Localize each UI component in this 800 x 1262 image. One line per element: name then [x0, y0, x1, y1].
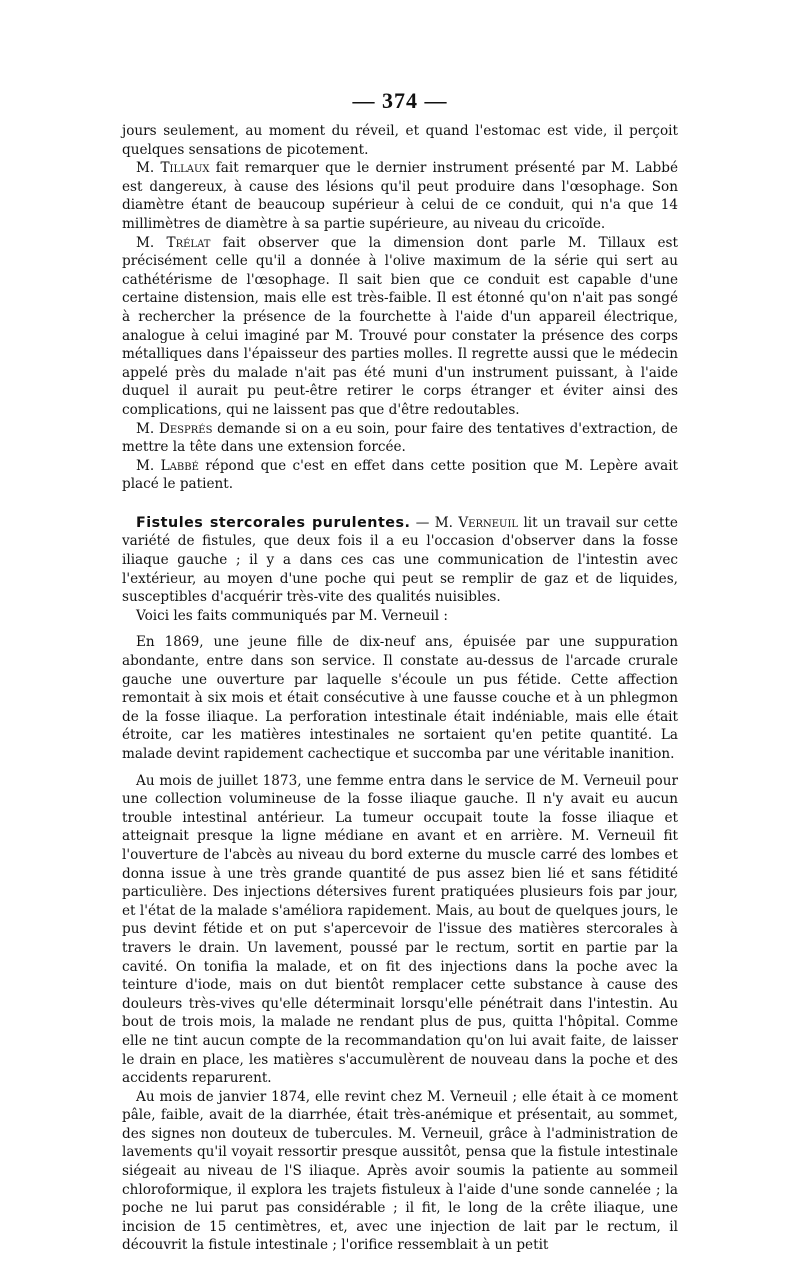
- paragraph: [122, 234, 678, 420]
- document-page: [122, 88, 678, 1255]
- paragraph: [122, 457, 678, 494]
- paragraph: [122, 607, 678, 626]
- section-spacer: [122, 494, 678, 514]
- heading-dash: —: [410, 514, 435, 531]
- paragraph: [122, 420, 678, 457]
- page-number: — 374 —: [352, 88, 448, 113]
- paragraph-text: fait observer que la dimension dont parle M. Tillaux est précisément celle qu'il a donnée à l'olive maximum de la série qui sert au cathétérisme de l'œsophage. Il sait bien que ce conduit est capable d'une certaine distension, mais elle est très-faible. Il est étonné qu'on n'ait pas songé à rechercher la présence de la fourchette à l'aide d'un appareil électrique, analogue à celui imaginé par M. Trouvé pour constater la présence des corps métalliques dans l'épaisseur des parties molles. Il regrette aussi que le médecin appelé près du malade n'ait pas été muni d'un instrument puissant, à l'aide duquel il aurait pu peut-être retirer le corps étranger et éviter ainsi des complications, qui ne laissent pas que d'être redoutables.: [122, 234, 678, 418]
- speaker-name: M. Tillaux: [136, 160, 210, 177]
- paragraph-text: répond que c'est en effet dans cette position que M. Lepère avait placé le patient.: [122, 457, 678, 493]
- paragraph-text: Voici les faits communiqués par M. Verneuil :: [136, 607, 448, 624]
- paragraph-text: Au mois de juillet 1873, une femme entra dans le service de M. Verneuil pour une collection volumineuse de la fosse iliaque gauche. Il n'y avait eu aucun trouble intestinal antérieur. La tumeur occupait toute la fosse iliaque et atteignait presque la ligne médiane en avant et en arrière. M. Verneuil fit l'ouverture de l'abcès au niveau du bord externe du muscle carré des lombes et donna issue à une très grande quantité de pus assez bien lié et sans fétidité particulière. Des injections détersives furent pratiquées plusieurs fois par jour, et l'état de la malade s'améliora rapidement. Mais, au bout de quelques jours, le pus devint fétide et on put s'apercevoir de l'issue des matières stercorales à travers le drain. Un lavement, poussé par le rectum, sortit en partie par la cavité. On tonifia la malade, et on fit des injections dans la poche avec la teinture d'iode, mais on dut bientôt remplacer cette substance à cause des douleurs très-vives qu'elle déterminait lorsqu'elle pénétrait dans l'intestin. Au bout de trois mois, la malade ne rendant plus de pus, quitta l'hôpital. Comme elle ne tint aucun compte de la recommandation qu'on lui avait faite, de laisser le drain en place, les matières s'accumulèrent de nouveau dans la poche et des accidents reparurent.: [122, 772, 678, 1087]
- paragraph-text: fait remarquer que le dernier instrument présenté par M. Labbé est dangereux, à cause des lésions qu'il peut produire dans l'œsophage. Son diamètre étant de beaucoup supérieur à celui de ce conduit, qui n'a que 14 millimètres de diamètre à sa partie supérieure, au niveau du cricoïde.: [122, 160, 678, 232]
- paragraph: [122, 159, 678, 233]
- paragraph-text: demande si on a eu soin, pour faire des tentatives d'extraction, de mettre la tête dans une extension forcée.: [122, 420, 678, 456]
- speaker-name: M. Després: [136, 420, 213, 437]
- paragraph: [122, 514, 678, 607]
- paragraph-text: En 1869, une jeune fille de dix-neuf ans, épuisée par une suppuration abondante, entre dans son service. Il constate au-dessus de l'arcade crurale gauche une ouverture par laquelle s'écoule un pus fétide. Cette affection remontait à six mois et était consécutive à une fausse couche et à un phlegmon de la fosse iliaque. La perforation intestinale était indéniable, mais elle était étroite, car les matières intestinales ne sortaient qu'en petite quantité. La malade devint rapidement cachectique et succomba par une véritable inanition.: [122, 634, 678, 762]
- speaker-name: M. Trélat: [136, 234, 211, 251]
- speaker-name: M. Labbé: [136, 457, 199, 474]
- paragraph-text: lit un travail sur cette variété de fistules, que deux fois il a eu l'occasion d'observer dans la fosse iliaque gauche ; il y a dans ces cas une communication de l'intestin avec l'extérieur, au moyen d'une poche qui peut se remplir de gaz et de liquides, susceptibles d'acquérir très-vite des qualités nuisibles.: [122, 514, 678, 606]
- paragraph-list: [122, 122, 678, 1255]
- paragraph: [122, 772, 678, 1088]
- paragraph: [122, 1088, 678, 1255]
- speaker-name: M. Verneuil: [434, 514, 519, 531]
- section-heading: Fistules stercorales purulentes.: [136, 514, 411, 531]
- paragraph-text: jours seulement, au moment du réveil, et quand l'estomac est vide, il perçoit quelques sensations de picotement.: [122, 123, 678, 158]
- paragraph: [122, 633, 678, 763]
- paragraph-text: Au mois de janvier 1874, elle revint chez M. Verneuil ; elle était à ce moment pâle, faible, avait de la diarrhée, était très-anémique et présentait, au sommet, des signes non douteux de tubercules. M. Verneuil, grâce à l'administration de lavements qu'il voyait ressortir presque aussitôt, pensa que la fistule intestinale siégeait au niveau de l'S iliaque. Après avoir soumis la patiente au sommeil chloroformique, il explora les trajets fistuleux à l'aide d'une sonde cannelée ; la poche ne lui parut pas considérable ; il fit, le long de la crête iliaque, une incision de 15 centimètres, et, avec une injection de lait par le rectum, il découvrit la fistule intestinale ; l'orifice ressemblait à un petit: [122, 1088, 678, 1254]
- paragraph: [122, 122, 678, 159]
